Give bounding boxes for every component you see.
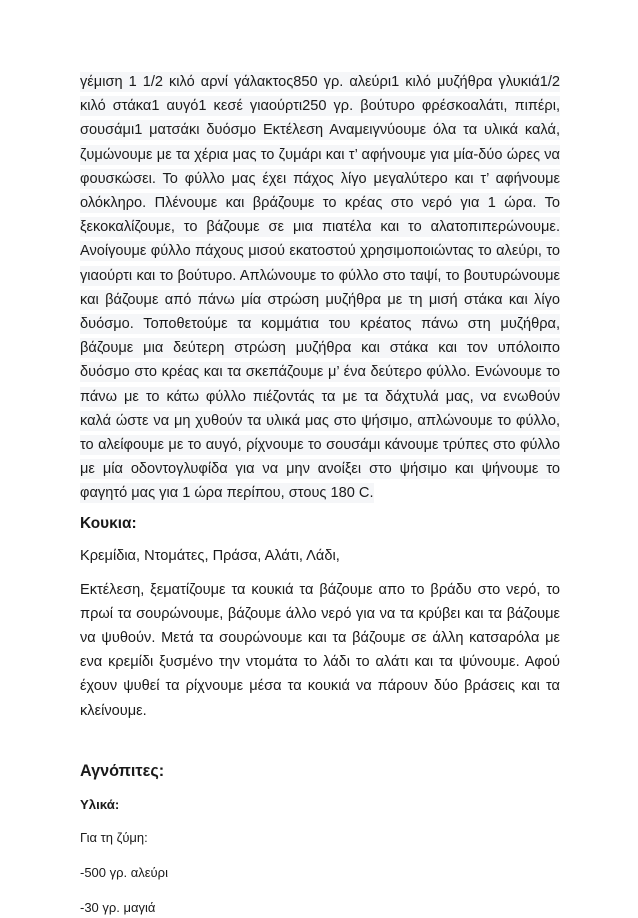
koukia-execution: Εκτέλεση, ξεματίζουμε τα κουκιά τα βάζουμε απο το βράδυ στο νερό, το πρωί τα σουρώνουμε, βάζουμε άλλο νερό για να τα κρύβει και τα βάζουμε να ψυθούν. Μετά τα σουρώνουμε και τα βάζουμε σε άλλη κατσαρόλα με ενα κρεμίδι ξυσμένο την ντομάτα το λάδι το αλάτι και τα ψύνουμε. Αφού έχουν ψυθεί τα ρίχνουμε μέσα τα κουκιά να πάρουν δύο βράσεις και τα κλείνουμε.	[80, 581, 560, 719]
koukia-ingredients: Κρεμίδια, Ντομάτες, Πράσα, Αλάτι, Λάδι,	[80, 547, 340, 564]
ingredient-item: -500 γρ. αλεύρι	[80, 864, 168, 880]
agkinares-heading: Αγνόπιτες:	[80, 761, 165, 780]
dough-label: Για τη ζύμη:	[80, 829, 148, 845]
koukia-heading: Κουκια:	[80, 514, 137, 532]
recipe-text: γέμιση 1 1/2 κιλό αρνί γάλακτος850 γρ. αλεύρι1 κιλό μυζήθρα γλυκιά1/2 κιλό στάκα1 αυγό1 κεσέ γιαούρτι250 γρ. βούτυρο φρέσκοαλάτι, πιπέρι, σουσάμι1 ματσάκι δυόσμο Εκτέλεση Αναμειγνύουμε όλα τα υλικά καλά, ζυμώνουμε με τα χέρια μας το ζυμάρι και τ’ αφήνουμε για μία-δύο ώρες να φουσκώσει. Το φύλλο μας έχει πάχος λίγο μεγαλύτερο και τ’ αφήνουμε ολόκληρο. Πλένουμε και βράζουμε το κρέας στο νερό για 1 ώρα. Το ξεκοκαλίζουμε, το βάζουμε σε μια πιατέλα και το αλατοπιπερώνουμε. Ανοίγουμε φύλλο πάχους μισού εκατοστού χρησιμοποιώντας το αλεύρι, το γιαούρτι και το βούτυρο. Απλώνουμε το φύλλο στο ταψί, το βουτυρώνουμε και βάζουμε από πάνω μία στρώση μυζήθρα με τη μισή στάκα και λίγο δυόσμο. Τοποθετούμε τα κομμάτια του κρέατος πάνω στη μυζήθρα, βάζουμε μια δεύτερη στρώση μυζήθρα και στάκα και τον υπόλοιπο δυόσμο στο κρέας και τα σκεπάζουμε μ’ ένα δεύτερο φύλλο. Ενώνουμε το πάνω με το κάτω φύλλο πιέζοντάς τα με τα δάχτυλά μας, να ενωθούν καλά ώστε να μη χυθούν τα υλικά μας στο ψήσιμο, απλώνουμε το φύλλο, το αλείφουμε με το αυγό, ρίχνουμε το σουσάμι κάνουμε τρύπες στο φύλλο με μία οδοντογλυφίδα για να μην ανοίξει στο ψήσιμο και ψήνουμε το φαγητό μας για 1 ώρα περίπου, στους 180 C.	[80, 74, 560, 502]
ylika-heading: Υλικά:	[80, 796, 120, 812]
recipe-paragraph	[80, 70, 560, 506]
document-page	[80, 70, 560, 918]
ingredient-item: -30 γρ. μαγιά	[80, 899, 156, 915]
